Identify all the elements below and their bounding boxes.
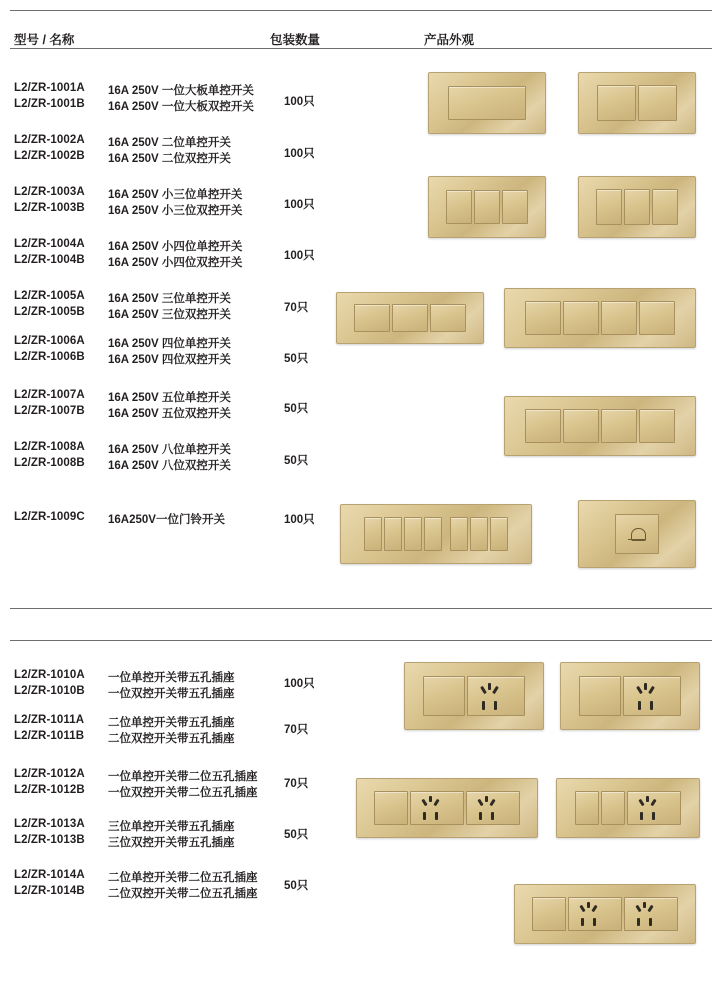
product-image-1010B	[560, 662, 700, 730]
model-code: L2/ZR-1010B	[14, 685, 85, 697]
model-code: L2/ZR-1005B	[14, 306, 85, 318]
model-code: L2/ZR-1005A	[14, 290, 85, 302]
model-desc: 16A250V一位门铃开关	[108, 514, 225, 526]
pack-qty: 100只	[284, 250, 315, 262]
model-code: L2/ZR-1001B	[14, 98, 85, 110]
model-desc: 16A 250V 四位单控开关	[108, 338, 231, 350]
model-code: L2/ZR-1001A	[14, 82, 85, 94]
pack-qty: 50只	[284, 403, 309, 415]
model-desc: 一位双控开关带二位五孔插座	[108, 787, 258, 799]
product-image-1009C	[578, 500, 696, 568]
model-desc: 二位双控开关带二位五孔插座	[108, 888, 258, 900]
model-desc: 16A 250V 小三位双控开关	[108, 205, 243, 217]
header-rule-bottom	[10, 48, 712, 49]
pack-qty: 100只	[284, 514, 315, 526]
pack-qty: 70只	[284, 302, 309, 314]
model-code: L2/ZR-1012A	[14, 768, 85, 780]
model-desc: 16A 250V 小四位双控开关	[108, 257, 243, 269]
model-desc: 16A 250V 一位大板单控开关	[108, 85, 254, 97]
product-image-1013B	[556, 778, 700, 838]
product-image-1001B	[578, 72, 696, 134]
model-code: L2/ZR-1004B	[14, 254, 85, 266]
pack-qty: 50只	[284, 455, 309, 467]
product-image-1006B	[504, 288, 696, 348]
model-desc: 16A 250V 一位大板双控开关	[108, 101, 254, 113]
model-desc: 16A 250V 四位双控开关	[108, 354, 231, 366]
product-image-1008	[340, 504, 532, 564]
pack-qty: 50只	[284, 829, 309, 841]
pack-qty: 70只	[284, 724, 309, 736]
model-desc: 一位单控开关带二位五孔插座	[108, 771, 258, 783]
product-image-1005A	[336, 292, 484, 344]
model-code: L2/ZR-1013A	[14, 818, 85, 830]
model-code: L2/ZR-1009C	[14, 511, 85, 523]
model-code: L2/ZR-1006B	[14, 351, 85, 363]
model-desc: 16A 250V 小四位单控开关	[108, 241, 243, 253]
pack-qty: 50只	[284, 353, 309, 365]
model-code: L2/ZR-1011B	[14, 730, 85, 742]
model-desc: 三位单控开关带五孔插座	[108, 821, 235, 833]
model-code: L2/ZR-1008A	[14, 441, 85, 453]
model-code: L2/ZR-1008B	[14, 457, 85, 469]
model-desc: 16A 250V 二位双控开关	[108, 153, 231, 165]
header-rule-top	[10, 10, 712, 11]
column-header-appearance: 产品外观	[424, 33, 475, 47]
model-code: L2/ZR-1014B	[14, 885, 85, 897]
product-image-1003B	[578, 176, 696, 238]
model-desc: 16A 250V 三位单控开关	[108, 293, 231, 305]
model-desc: 二位单控开关带二位五孔插座	[108, 872, 258, 884]
model-code: L2/ZR-1003A	[14, 186, 85, 198]
product-image-1014B	[514, 884, 696, 944]
model-desc: 三位双控开关带五孔插座	[108, 837, 235, 849]
model-code: L2/ZR-1012B	[14, 784, 85, 796]
model-desc: 16A 250V 小三位单控开关	[108, 189, 243, 201]
model-code: L2/ZR-1007A	[14, 389, 85, 401]
model-desc: 16A 250V 八位单控开关	[108, 444, 231, 456]
product-image-1003A	[428, 176, 546, 238]
model-code: L2/ZR-1006A	[14, 335, 85, 347]
product-image-1001A	[428, 72, 546, 134]
model-desc: 16A 250V 五位单控开关	[108, 392, 231, 404]
model-code: L2/ZR-1014A	[14, 869, 85, 881]
model-desc: 16A 250V 三位双控开关	[108, 309, 231, 321]
model-desc: 一位双控开关带五孔插座	[108, 688, 235, 700]
pack-qty: 50只	[284, 880, 309, 892]
product-image-1012A	[356, 778, 538, 838]
model-desc: 一位单控开关带五孔插座	[108, 672, 235, 684]
model-code: L2/ZR-1002B	[14, 150, 85, 162]
model-desc: 16A 250V 八位双控开关	[108, 460, 231, 472]
pack-qty: 100只	[284, 678, 315, 690]
product-image-1007B	[504, 396, 696, 456]
pack-qty: 70只	[284, 778, 309, 790]
pack-qty: 100只	[284, 96, 315, 108]
column-header-quantity: 包装数量	[270, 33, 321, 47]
section-divider-top	[10, 608, 712, 609]
model-desc: 二位单控开关带五孔插座	[108, 717, 235, 729]
model-code: L2/ZR-1004A	[14, 238, 85, 250]
pack-qty: 100只	[284, 199, 315, 211]
pack-qty: 100只	[284, 148, 315, 160]
model-code: L2/ZR-1002A	[14, 134, 85, 146]
model-desc: 二位双控开关带五孔插座	[108, 733, 235, 745]
model-desc: 16A 250V 五位双控开关	[108, 408, 231, 420]
model-code: L2/ZR-1007B	[14, 405, 85, 417]
model-code: L2/ZR-1010A	[14, 669, 85, 681]
model-code: L2/ZR-1011A	[14, 714, 85, 726]
column-header-model: 型号 / 名称	[14, 33, 75, 47]
section-divider-bottom	[10, 640, 712, 641]
doorbell-icon	[615, 514, 659, 554]
model-desc: 16A 250V 二位单控开关	[108, 137, 231, 149]
model-code: L2/ZR-1003B	[14, 202, 85, 214]
product-image-1010A	[404, 662, 544, 730]
table-header	[0, 12, 722, 46]
model-code: L2/ZR-1013B	[14, 834, 85, 846]
